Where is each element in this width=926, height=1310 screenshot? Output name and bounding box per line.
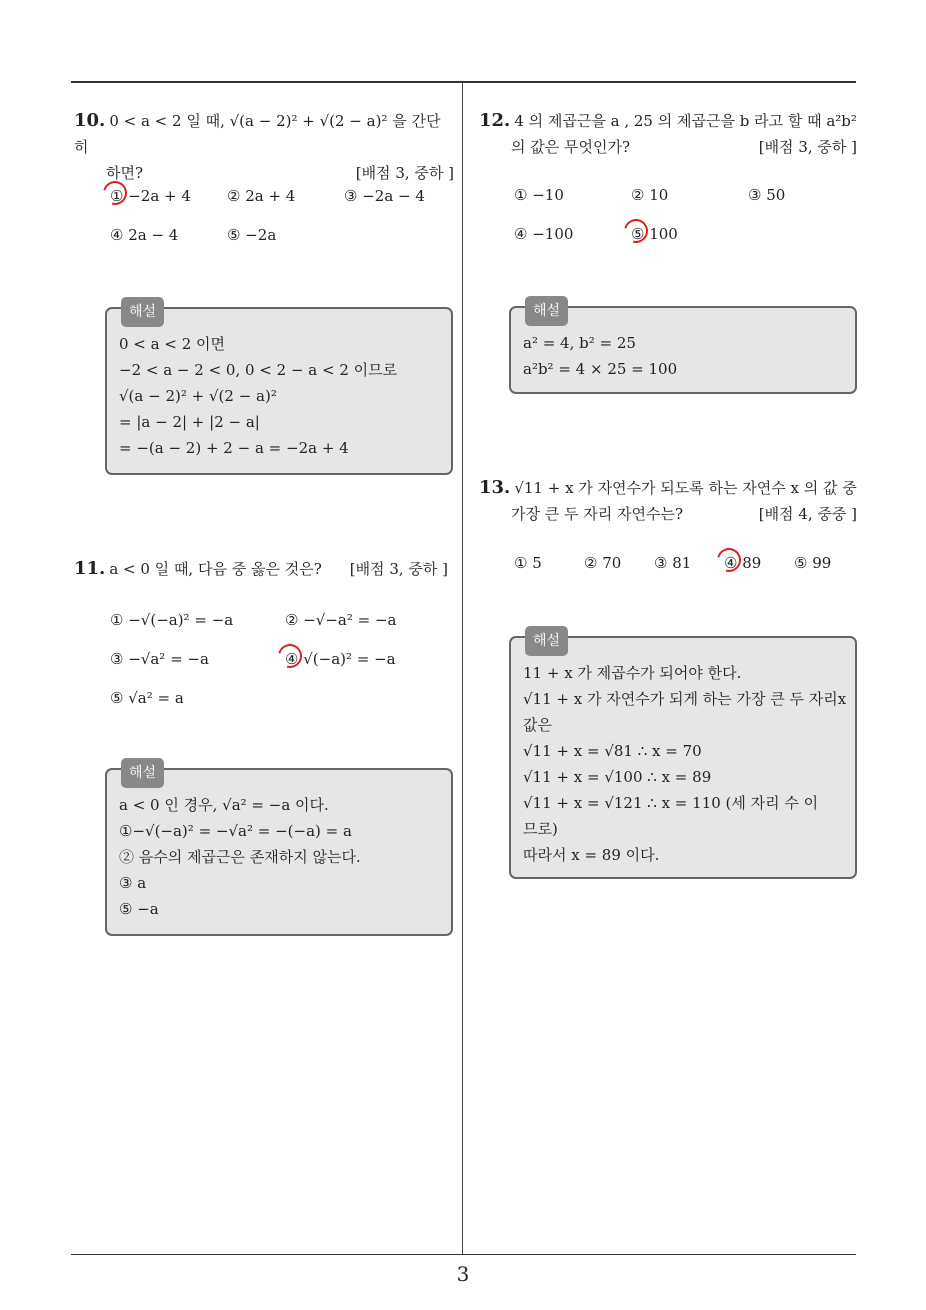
question-text-line2: 의 값은 무엇인가? (511, 138, 631, 156)
choice-4[interactable]: ④ 89 (724, 554, 761, 572)
explanation-box-q12 (509, 303, 857, 394)
choice-1[interactable]: ① −2a + 4 (110, 187, 191, 205)
explanation-line: ③ a (119, 874, 147, 892)
explanation-box-q13 (509, 633, 857, 879)
choice-2[interactable]: ② 2a + 4 (227, 187, 296, 205)
explanation-line: √(a − 2)² + √(2 − a)² (119, 387, 277, 405)
question-number: 11. (74, 558, 106, 579)
explanation-tag: 해설 (121, 297, 164, 327)
explanation-line: ①−√(−a)² = −√a² = −(−a) = a (119, 822, 352, 840)
choice-3[interactable]: ③ −2a − 4 (344, 187, 425, 205)
explanation-line: a² = 4, b² = 25 (523, 334, 636, 352)
choice-5[interactable]: ⑤ √a² = a (110, 689, 184, 707)
question-text-line1: 0 < a < 2 일 때, √(a − 2)² + √(2 − a)² 을 간단히 (74, 112, 441, 156)
question-13 (479, 475, 857, 527)
choice-2[interactable]: ② −√−a² = −a (285, 611, 397, 629)
choice-3[interactable]: ③ 50 (748, 186, 786, 204)
explanation-tag: 해설 (121, 758, 164, 788)
choice-4[interactable]: ④ −100 (514, 225, 574, 243)
choice-3[interactable]: ③ 81 (654, 554, 692, 572)
explanation-line: = −(a − 2) + 2 − a = −2a + 4 (119, 439, 349, 457)
explanation-line: −2 < a − 2 < 0, 0 < 2 − a < 2 이므로 (119, 361, 398, 379)
explanation-line: 11 + x 가 제곱수가 되어야 한다. (523, 664, 742, 682)
explanation-line: 0 < a < 2 이면 (119, 335, 225, 353)
explanation-line: √11 + x 가 자연수가 되게 하는 가장 큰 두 자리x (523, 690, 847, 708)
choice-5[interactable]: ⑤ 100 (631, 225, 678, 243)
score-label: [배점 4, 중중 ] (758, 505, 857, 523)
question-10 (74, 108, 454, 186)
explanation-line: 따라서 x = 89 이다. (523, 846, 660, 864)
question-number: 10. (74, 110, 106, 131)
choice-1[interactable]: ① −√(−a)² = −a (110, 611, 234, 629)
choice-1[interactable]: ① −10 (514, 186, 564, 204)
question-number: 13. (479, 477, 511, 498)
explanation-line: √11 + x = √81 ∴ x = 70 (523, 742, 702, 760)
explanation-box-q10 (105, 304, 453, 475)
explanation-line: a²b² = 4 × 25 = 100 (523, 360, 678, 378)
choice-5[interactable]: ⑤ 99 (794, 554, 832, 572)
score-label: [배점 3, 중하 ] (349, 560, 448, 578)
explanation-box-q11 (105, 765, 453, 936)
question-number: 12. (479, 110, 511, 131)
explanation-tag: 해설 (525, 626, 568, 656)
explanation-line: 므로) (523, 820, 558, 838)
question-text-line2: 하면? (106, 164, 144, 182)
choice-3[interactable]: ③ −√a² = −a (110, 650, 209, 668)
top-rule (71, 81, 856, 83)
question-text-line2: 가장 큰 두 자리 자연수는? (511, 505, 684, 523)
explanation-line: ⑤ −a (119, 900, 159, 918)
score-label: [배점 3, 중하 ] (355, 164, 454, 182)
question-text-line1: a < 0 일 때, 다음 중 옳은 것은? (109, 560, 322, 578)
explanation-line: ② 음수의 제곱근은 존재하지 않는다. (119, 848, 361, 866)
choice-4[interactable]: ④ 2a − 4 (110, 226, 179, 244)
explanation-line: = |a − 2| + |2 − a| (119, 413, 260, 431)
score-label: [배점 3, 중하 ] (758, 138, 857, 156)
question-text-line1: √11 + x 가 자연수가 되도록 하는 자연수 x 의 값 중 (514, 479, 857, 497)
choice-4[interactable]: ④ √(−a)² = −a (285, 650, 396, 668)
bottom-rule (71, 1254, 856, 1255)
column-divider (462, 82, 463, 1255)
choice-5[interactable]: ⑤ −2a (227, 226, 277, 244)
explanation-line: √11 + x = √100 ∴ x = 89 (523, 768, 712, 786)
choice-2[interactable]: ② 70 (584, 554, 622, 572)
explanation-line: 값은 (523, 716, 552, 734)
explanation-line: a < 0 인 경우, √a² = −a 이다. (119, 796, 329, 814)
explanation-tag: 해설 (525, 296, 568, 326)
page-number: 3 (456, 1262, 470, 1286)
question-text-line1: 4 의 제곱근을 a , 25 의 제곱근을 b 라고 할 때 a²b² (514, 112, 857, 130)
explanation-line: √11 + x = √121 ∴ x = 110 (세 자리 수 이 (523, 794, 819, 812)
choice-1[interactable]: ① 5 (514, 554, 542, 572)
choice-2[interactable]: ② 10 (631, 186, 669, 204)
question-11 (74, 556, 448, 582)
question-12 (479, 108, 857, 160)
